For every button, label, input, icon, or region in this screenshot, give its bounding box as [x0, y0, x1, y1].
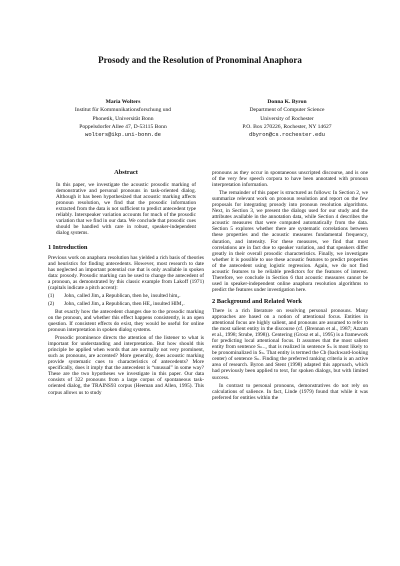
example-2 — [48, 301, 204, 307]
paper-title: Prosody and the Resolution of Pronominal Anaphora — [98, 55, 302, 65]
author-email: wolters@ikp.uni-bonn.de — [85, 131, 161, 139]
abstract-text: In this paper, we investigate the acoustic prosodic marking of demonstrative and personal pronouns in task-oriented dialog. Although it has been hypothesized that acoustic marking affects pronoun resolution, we find that the prosodic information extracted from the data is not sufficient to predict antecedent type reliably. Interspeaker variation accounts for much of the prosodic variation that we find in our data. We conclude that prosodic cues should be handled with care in robust, speaker-independent dialog systems. — [56, 182, 196, 237]
related-paragraph: In contrast to personal pronouns, demonstratives do not rely on calculations of salience. In fact, Linde (1979) found that while it was preferred for entities within the — [212, 382, 368, 401]
author-affiliation: Department of Computer Science — [249, 107, 325, 114]
right-column — [212, 170, 368, 403]
author-address: P.O. Box 270226, Rochester, NY 14627 — [242, 123, 332, 130]
example-1 — [48, 293, 204, 299]
intro-paragraph: The remainder of this paper is structured as follows: In Section 2, we summarize relevant work on pronoun resolution and report on the few proposals for integrating prosody into pronoun resolution algorithms. Next, in Section 3, we present the dialogs used for our study and the attributes available in the annotation data, while Section 4 describes the acoustic measures that were computed automatically from the data. Section 5 explores whether there are systematic correlations between these properties and the acoustic measures fundamental frequency, duration, and intensity. For these measures, we find that most correlations are in fact due to speaker variation, and that speakers differ greatly in their overall prosodic characteristics. Finally, we investigate whether it is possible to use these acoustic features to predict properties of the antecedent using logistic regression. Again, we do not find acoustic features to be reliable predictors for the features of interest. Therefore, we conclude in Section 6 that acoustic measures cannot be used in speaker-independent online anaphora resolution algorithms to predict the features under investigation here. — [212, 190, 368, 293]
intro-continued-paragraph: pronouns as they occur in spontaneous unscripted discourse, and is one of the very few speech corpora to have been annotated with pronoun interpretation information. — [212, 170, 368, 189]
author-block-2 — [212, 98, 362, 139]
example-text: John₁ called Jim₂ a Republican, then he₁ insulted him₂. — [64, 292, 181, 299]
abstract-heading: Abstract — [114, 169, 138, 176]
intro-paragraph: But exactly how the antecedent changes due to the prosodic marking on the pronoun, and whether this effect happens consistently, is an open question. If consistent effects do exist, they would be useful for online pronoun interpretation in spoken dialog systems. — [48, 308, 204, 334]
author-email: dbyron@cs.rochester.edu — [249, 131, 325, 139]
author-affiliation: Institut für Kommunikationsforschung und — [74, 107, 172, 114]
example-number: (2) — [48, 300, 55, 307]
intro-paragraph: Prosodic prominence directs the attention of the listener to what is important for understanding and interpretation. But how should this principle be applied when words that are normally not very prominent, such as pronouns, are accented? More generally, does acoustic marking provide systematic cues to characteristics of antecedents? More specifically, does it imply that the antecedent is “unusual” in some way? These are the two hypotheses we investigate in this paper. Our data consists of 322 pronouns from a large corpus of spontaneous task-oriented dialog, the TRAINS93 corpus (Heeman and Allen, 1995). This corpus allows us to study — [48, 335, 204, 396]
author-address: Poppelsdorfer Allee 47, D-53115 Bonn — [79, 123, 167, 130]
related-paragraph: There is a rich literature on resolving personal pronouns. Many approaches are based on a notion of attentional focus. Entities in attentional focus are highly salient, and pronouns are assumed to refer to the most salient entity in the discourse (cf. (Brennan et al., 1987; Azzam et al., 1998; Strube, 1998)). Centering (Grosz et al., 1995) is a framework for predicting local attentional focus. It assumes that the most salient entity from sentence Sₙ₋₁ that is realized in sentence Sₙ is most likely to be pronominalized in Sₙ. That entity is termed the Cb (backward-looking center) of sentence Sₙ. Finding the preferred ranking criteria is an active area of research. Byron and Stent (1998) adapted this approach, which had previously been applied to text, for spoken dialogs, but with limited success. — [212, 307, 368, 381]
author-block-1 — [48, 98, 198, 139]
example-number: (1) — [48, 292, 55, 299]
author-name: Maria Wolters — [105, 99, 141, 105]
intro-paragraph: Previous work on anaphora resolution has yielded a rich basis of theories and heuristics for finding antecedents. However, most research to date has neglected an important potential cue that is only available in spoken data: prosody. Prosodic marking can be used to change the antecedent of a pronoun, as demonstrated by this classic example from Lakoff (1971) (capitals indicate a pitch accent): — [48, 254, 204, 291]
author-affiliation: University of Rochester — [260, 115, 314, 122]
author-affiliation: Phonetik, Universität Bonn — [92, 115, 154, 122]
left-column — [48, 170, 204, 398]
author-name: Donna K. Byron — [267, 99, 307, 105]
section-heading-background: 2 Background and Related Work — [212, 297, 302, 305]
section-heading-introduction: 1 Introduction — [48, 244, 88, 252]
example-text: John₁ called Jim₂ a Republican, then HE₂ insulted HIM₁. — [64, 300, 185, 307]
